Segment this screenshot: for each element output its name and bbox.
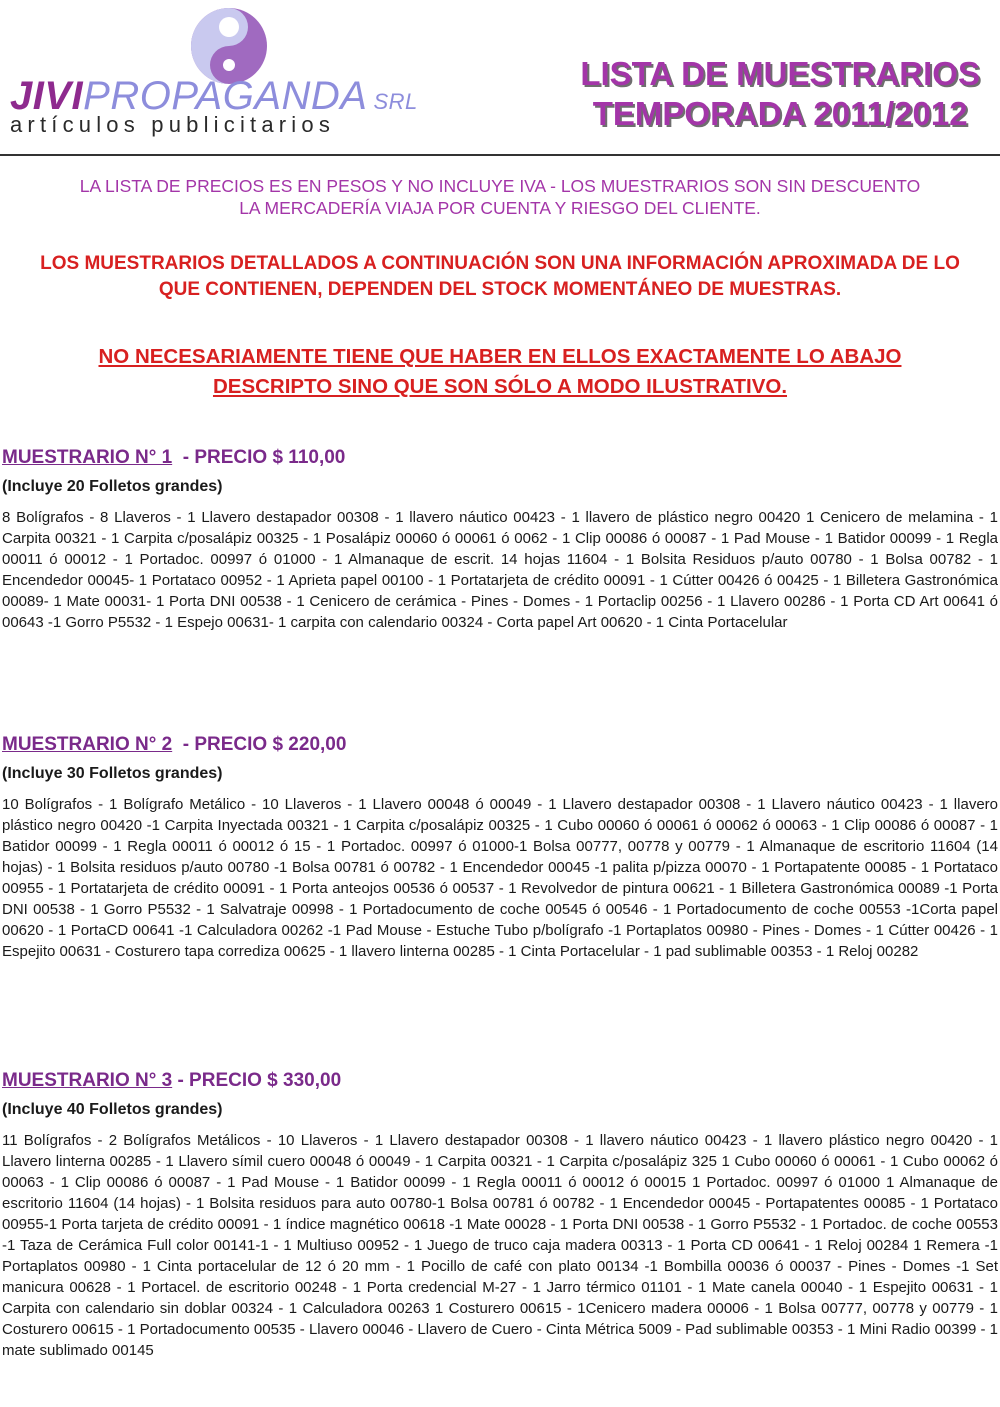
brand-propaganda: PROPAGANDA	[83, 74, 368, 118]
muestrario-2-price: - PRECIO $ 220,00	[182, 734, 347, 755]
muestrario-1-title: MUESTRARIO N° 1	[2, 447, 173, 468]
muestrario-2-includes: (Incluye 30 Folletos grandes)	[2, 765, 223, 782]
muestrario-1-price: - PRECIO $ 110,00	[182, 447, 346, 468]
muestrario-3-heading	[2, 1069, 998, 1093]
muestrario-3-price: - PRECIO $ 330,00	[177, 1070, 342, 1091]
brand-tagline: artículos publicitarios	[10, 112, 336, 137]
muestrario-1-section	[2, 446, 998, 633]
brand-srl: SRL	[373, 89, 418, 114]
muestrario-3-includes: (Incluye 40 Folletos grandes)	[2, 1101, 223, 1118]
price-notice-line-2: LA MERCADERÍA VIAJA POR CUENTA Y RIESGO DEL CLIENTE.	[239, 198, 761, 218]
brand-jivi: JIVI	[10, 74, 84, 118]
price-notice	[0, 175, 1000, 219]
muestrario-2-heading	[2, 733, 998, 757]
title-line-2: TEMPORADA 2011/2012	[592, 95, 968, 132]
muestrario-1-heading	[2, 446, 998, 470]
muestrario-2-items: 10 Bolígrafos - 1 Bolígrafo Metálico - 10 Llaveros - 1 Llavero 00048 ó 00049 - 1 Llavero destapador 00308 - 1 Llavero náutico 00423 - 1 llavero plástico negro 00420 -1 Carpita Inyectada 00321 - 1 Carpita c/posalápiz 00325 - 1 Cubo 00060 ó 00061 ó 00062 ó 00063 - 1 Clip 00086 ó 00087 - 1 Batidor 00099 - 1 Regla 00011 ó 00012 ó 15 - 1 Portadoc. 00997 ó 01000-1 Bolsa 00777, 00778 y 00779 - 1 Almanaque de escritorio 11604 (14 hojas) - 1 Bolsita residuos p/auto 00780 -1 Bolsa 00781 ó 00782 - 1 Encendedor 00045 -1 palita p/pizza 00070 - 1 Portapatente 00085 - 1 Portataco 00955 - 1 Portatarjeta de crédito 00091 - 1 Porta anteojos 00536 ó 00537 - 1 Revolvedor de pintura 00621 - 1 Billetera Gastronómica 00089 -1 Porta DNI 00538 - 1 Gorro P5532 - 1 Salvatraje 00998 - 1 Portadocumento de coche 00545 ó 00546 - 1 Portadocumento de coche 00553 -1Corta papel 00620 - 1 PortaCD 00641 -1 Calculadora 00262 -1 Pad Mouse - Estuche Tubo p/bolígrafo -1 Portaplatos 00980 - Pines - Domes - 1 Cútter 00426 - 1 Espejito 00631 - Costurero tapa corrediza 00625 - 1 llavero linterna 00285 - 1 Cinta Portacelular - 1 pad sublimable 00353 - 1 Reloj 00282	[2, 796, 998, 960]
muestrario-1-includes: (Incluye 20 Folletos grandes)	[2, 478, 223, 495]
muestrario-3-title: MUESTRARIO N° 3	[2, 1070, 173, 1091]
muestrario-2-title: MUESTRARIO N° 2	[2, 734, 173, 755]
price-notice-line-1: LA LISTA DE PRECIOS ES EN PESOS Y NO INCLUYE IVA - LOS MUESTRARIOS SON SIN DESCUENTO	[79, 176, 921, 196]
title-line-1: LISTA DE MUESTRARIOS	[580, 55, 980, 92]
header-divider	[0, 154, 1000, 156]
muestrario-1-items: 8 Bolígrafos - 8 Llaveros - 1 Llavero destapador 00308 - 1 llavero náutico 00423 - 1 llavero de plástico negro 00420 1 Cenicero de melamina - 1 Carpita 00321 - 1 Carpita c/posalápiz 00325 - 1 Posalápiz 00060 ó 00061 ó 0062 - 1 Clip 00086 ó 00087 - 1 Pad Mouse - 1 Batidor 00099 - 1 Regla 00011 ó 00012 - 1 Portadoc. 00997 ó 01000 - 1 Almanaque de escrit. 14 hojas 11604 - 1 Bolsita Residuos p/auto 00780 - 1 Bolsa 00782 - 1 Encendedor 00045- 1 Portataco 00952 - 1 Aprieta papel 00100 - 1 Portatarjeta de crédito 00091 - 1 Cútter 00426 ó 00425 - 1 Billetera Gastronómica 00089- 1 Mate 00031- 1 Porta DNI 00538 - 1 Cenicero de cerámica - Pines - Domes - 1 Portaclip 00256 - 1 Llavero 00286 - 1 Porta CD Art 00641 ó 00643 -1 Gorro P5532 - 1 Espejo 00631- 1 carpita con calendario 00324 - Corta papel Art 00620 - 1 Cinta Portacelular	[2, 509, 998, 631]
stock-disclaimer: LOS MUESTRARIOS DETALLADOS A CONTINUACIÓN SON UNA INFORMACIÓN APROXIMADA DE LO QUE CONTIENEN, DEPENDEN DEL STOCK MOMENTÁNEO DE MUESTRAS.	[40, 253, 960, 300]
illustrative-disclaimer-line-2: DESCRIPTO SINO QUE SON SÓLO A MODO ILUSTRATIVO.	[212, 375, 788, 398]
illustrative-disclaimer-line-1: NO NECESARIAMENTE TIENE QUE HABER EN ELLOS EXACTAMENTE LO ABAJO	[98, 345, 902, 368]
muestrario-3-items: 11 Bolígrafos - 2 Bolígrafos Metálicos - 10 Llaveros - 1 Llavero destapador 00308 - 1 llavero náutico 00423 - 1 llavero plástico negro 00420 - 1 Llavero linterna 00285 - 1 Llavero símil cuero 00048 ó 00049 - 1 Carpita 00321 - 1 Carpita c/posalápiz 325 1 Cubo 00060 ó 00061 - 1 Cubo 00062 ó 00063 - 1 Clip 00086 ó 00087 - 1 Pad Mouse - 1 Batidor 00099 - 1 Regla 00011 ó 00012 ó 00015 1 Portadoc. 00997 ó 01000 1 Almanaque de escritorio 11604 (14 hojas) - 1 Bolsita residuos para auto 00780-1 Bolsa 00781 ó 00782 - 1 Encendedor 00045 - Portapatentes 00085 - 1 Portataco 00955-1 Porta tarjeta de crédito 00091 - 1 índice magnético 00618 -1 Mate 00028 - 1 Porta DNI 00538 - 1 Gorro P5532 - 1 Portadoc. de coche 00553 -1 Taza de Cerámica Full color 00141-1 - 1 Multiuso 00952 - 1 Juego de truco caja madera 00313 - 1 Porta CD 00641 - 1 Reloj 00284 1 Remera -1 Portaplatos 00980 - 1 Cinta portacelular de 12 ó 20 mm - 1 Pocillo de café con plato 00134 -1 Bombilla 00036 ó 00037 - Pines - Domes -1 Set manicura 00628 - 1 Portacel. de escritorio 00248 - 1 Porta credencial M-27 - 1 Jarro térmico 01101 - 1 Mate canela 00040 - 1 Espejito 00631 - 1 Carpita con calendario sin doblar 00324 - 1 Calculadora 00263 1 Costurero 00615 - 1Cenicero madera 00006 - 1 Bolsa 00777, 00778 y 00779 - 1 Costurero 00615 - 1 Portadocumento 00535 - Llavero 00046 - Llavero de Cuero - Cinta Métrica 5009 - Pad sublimable 00353 - 1 Mini Radio 00399 - 1 mate sublimado 00145	[2, 1132, 998, 1359]
illustrative-disclaimer	[0, 342, 1000, 402]
brand-name	[10, 76, 418, 116]
document-title	[580, 54, 980, 134]
page-header	[0, 0, 1000, 156]
muestrario-3-section	[2, 1069, 998, 1361]
muestrario-2-section	[2, 733, 998, 962]
